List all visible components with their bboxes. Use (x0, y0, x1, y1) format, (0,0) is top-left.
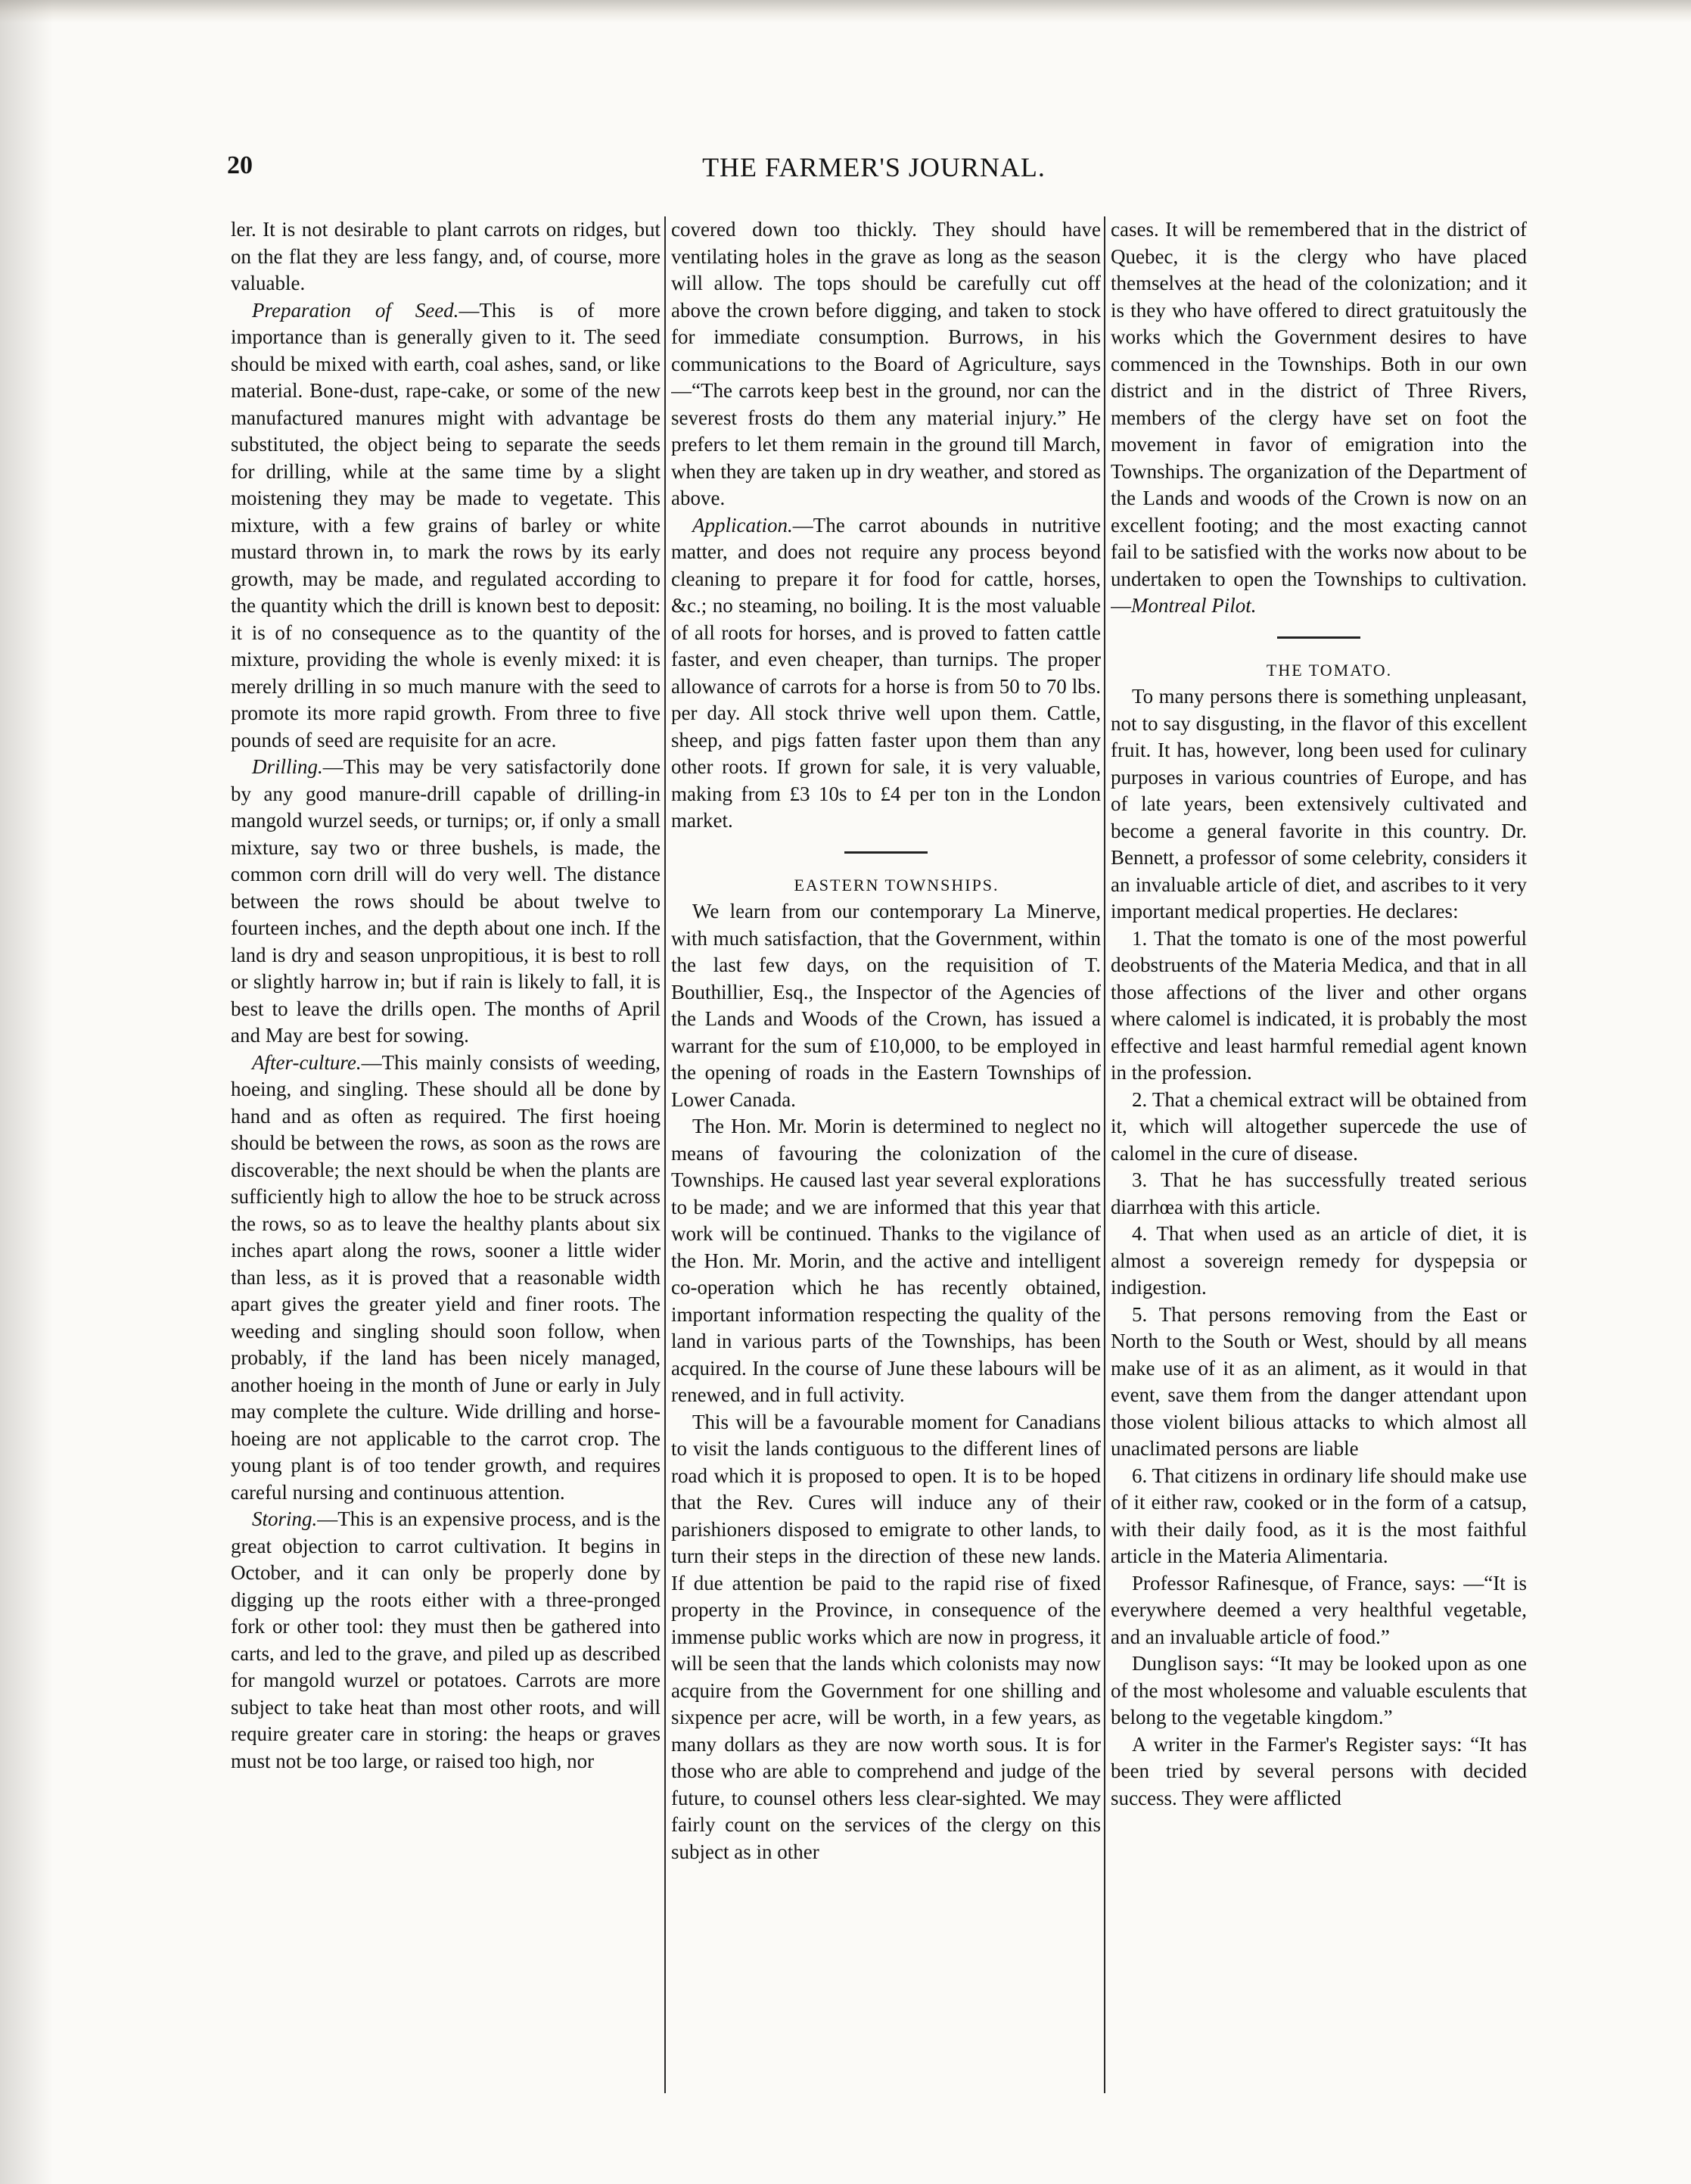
subhead-drilling: Drilling. (252, 755, 323, 778)
paragraph: The Hon. Mr. Morin is determined to neglect no means of favouring the colonization of the Townships. He caused last year several explorations to be made; and we are informed that this year that work will be continued. Thanks to the vigilance of the Hon. Mr. Morin, and the active and intelligent co-operation which he has recently obtained, important information respecting the quality of the land in various parts of the Townships, has been acquired. In the course of June these labours will be renewed, and in full activity. (671, 1115, 1101, 1406)
subhead-application: Application. (692, 513, 793, 537)
scan-shadow (0, 0, 53, 2184)
column-3 (1111, 216, 1527, 2112)
paragraph (231, 1050, 661, 1507)
paragraph-text: —This may be very satisfactorily done by any good manure-drill capable of drilling-in mangold wurzel seeds, or turnips; or, if only a small mixture, say two or three bushels, is made, the common corn drill will do very well. The distance between the rows should be about twelve to fourteen inches, and the depth about one inch. If the land is dry and season unpropitious, it is best to roll or slightly harrow in; but if rain is likely to fall, it is best to leave the drills open. The months of April and May are best for sowing. (231, 755, 661, 1047)
column-2 (671, 216, 1101, 2112)
paragraph-text: —The carrot abounds in nutritive matter, and does not require any process beyond cleaning to prepare it for food for cattle, horses, &c.; no steaming, no boiling. It is the most valuable of all roots for horses, and is proved to fatten cattle faster, and even cheaper, than turnips. The proper allowance of carrots for a horse is from 50 to 70 lbs. per day. All stock thrive well upon them. Cattle, sheep, and pigs fatten faster upon them than any other roots. If grown for sale, it is very valuable, making from £3 10s to £4 per ton in the London market. (671, 513, 1101, 832)
paragraph: This will be a favourable moment for Canadians to visit the lands contiguous to the different lines of road which it is proposed to open. It is to be hoped that the Rev. Cures will induce any of their parishioners disposed to emigrate to other lands, to turn their steps in the direction of these new lands. If due attention be paid to the rapid rise of fixed property in the Province, in consequence of the immense public works which are now in progress, it will be seen that the lands which colonists may now acquire from the Government for one shilling and sixpence per acre, will be worth, in a few years, as many dollars as they are now worth sous. It is for those who are able to comprehend and judge of the future, to counsel others less clear-sighted. We may fairly count on the services of the clergy on this subject as in other (671, 1410, 1101, 1863)
paragraph-text: —This mainly consists of weeding, hoeing, and singling. These should all be done by hand and as often as required. The first hoeing should be between the rows, as soon as the rows are discoverable; the next should be when the plants are sufficiently high to allow the hoe to be struck across the rows, so as to leave the healthy plants about six inches apart along the rows, sooner a little wider than less, as it is proved that a reasonable width apart gives the greater yield and finer roots. The weeding and singling should soon follow, when probably, if the land has been nicely managed, another hoeing in the month of June or early in July may complete the culture. Wide drilling and horse-hoeing are not applicable to the carrot crop. The young plant is of too tender growth, and requires careful nursing and continuous attention. (231, 1050, 661, 1504)
section-title-eastern-townships: EASTERN TOWNSHIPS. (794, 875, 999, 894)
column-1 (231, 216, 661, 2112)
paragraph (1111, 216, 1527, 620)
paragraph: 1. That the tomato is one of the most powerful deobstruents of the Materia Medica, and that in all those affections of the liver and other organs where calomel is indicated, it is probably the most effective and least harmful remedial agent known in the profession. (1111, 926, 1527, 1084)
subhead-preparation: Preparation of Seed. (252, 298, 459, 322)
paragraph-text: cases. It will be remembered that in the district of Quebec, it is the clergy who have placed themselves at the head of the colonization; and it is they who have offered to direct gratuitously the works which the Government desires to have commenced in the Townships. Both in our own district and in the district of Three Rivers, members of the clergy have set on foot the movement in favor of emigration into the Townships. The organization of the Department of the Lands and woods of the Crown is now on an excellent footing; and the most exacting cannot fail to be satisfied with the works now about to be undertaken to open the Townships to cultivation.— (1111, 218, 1527, 617)
page-header (227, 151, 1521, 197)
paragraph: ler. It is not desirable to plant carrots on ridges, but on the flat they are less fangy, and, of course, more valuable. (231, 218, 661, 294)
section-divider (844, 851, 928, 854)
paragraph: 3. That he has successfully treated serious diarrhœa with this article. (1111, 1168, 1527, 1218)
subhead-after-culture: After-culture. (252, 1050, 362, 1074)
paragraph: Dunglison says: “It may be looked upon as one of the most wholesome and valuable esculents that belong to the vegetable kingdom.” (1111, 1652, 1527, 1728)
paragraph: A writer in the Farmer's Register says: “It has been tried by several persons with decided success. They were afflicted (1111, 1732, 1527, 1809)
paragraph (231, 297, 661, 754)
paragraph-text: —This is of more importance than is generally given to it. The seed should be mixed with earth, coal ashes, sand, or like material. Bone-dust, rape-cake, or some of the new manufactured manures might with advantage be substituted, the object being to separate the seeds for drilling, while at the same time by a slight moistening they may be made to vegetate. This mixture, with a few grains of barley or white mustard thrown in, to mark the rows by its early growth, may be made, and regulated according to the quantity which the drill is known best to deposit: it is of no consequence as to the quantity of the mixture, providing the whole is evenly mixed: it is merely drilling in so much manure with the seed to promote its more rapid growth. From three to five pounds of seed are requisite for an acre. (231, 298, 661, 751)
section-divider (1277, 636, 1360, 639)
paragraph: Professor Rafinesque, of France, says: —“It is everywhere deemed a very healthful vegetable, and an invaluable article of food.” (1111, 1571, 1527, 1648)
paragraph: covered down too thickly. They should have ventilating holes in the grave as long as the season will allow. The tops should be carefully cut off above the crown before digging, and taken to stock for immediate consumption. Burrows, in his communications to the Board of Agriculture, says—“The carrots keep best in the ground, nor can the severest frosts do them any material injury.” He prefers to let them remain in the ground till March, when they are taken up in dry weather, and stored as above. (671, 218, 1101, 509)
column-divider (1104, 216, 1105, 2093)
column-divider (664, 216, 666, 2093)
paragraph: 6. That citizens in ordinary life should make use of it either raw, cooked or in the form of a catsup, with their daily food, as it is the most faithful article in the Materia Alimentaria. (1111, 1464, 1527, 1567)
paragraph: To many persons there is something unpleasant, not to say disgusting, in the flavor of this excellent fruit. It has, however, long been used for culinary purposes in various countries of Europe, and has of late years, been extensively cultivated and become a general favorite in this country. Dr. Bennett, a professor of some celebrity, considers it an invaluable article of diet, and ascribes to it very important medical properties. He declares: (1111, 685, 1527, 922)
paragraph: We learn from our contemporary La Minerve, with much satisfaction, that the Government, within the last few days, on the requisition of T. Bouthillier, Esq., the Inspector of the Agencies of the Lands and Woods of the Crown, has issued a warrant for the sum of £10,000, to be employed in the opening of roads in the Eastern Townships of Lower Canada. (671, 900, 1101, 1111)
paragraph: 5. That persons removing from the East or North to the South or West, should by all means make use of it as an aliment, as it would in that event, save them from the danger attendant upon those violent bilious attacks to which almost all unaclimated persons are liable (1111, 1302, 1527, 1460)
source-credit: Montreal Pilot. (1131, 594, 1257, 617)
subhead-storing: Storing. (252, 1507, 318, 1530)
section-title-tomato: THE TOMATO. (1266, 660, 1393, 680)
page-number: 20 (227, 151, 253, 179)
paragraph (671, 512, 1101, 835)
paragraph: 2. That a chemical extract will be obtained from it, which will altogether supercede the use of calomel in the cure of disease. (1111, 1087, 1527, 1165)
paragraph (231, 754, 661, 1050)
paragraph (231, 1506, 661, 1775)
scan-edge (0, 0, 1691, 23)
paragraph: 4. That when used as an article of diet, it is almost a sovereign remedy for dyspepsia or indigestion. (1111, 1222, 1527, 1299)
paragraph-text: —This is an expensive process, and is the great objection to carrot cultivation. It begins in October, and it can only be properly done by digging up the roots either with a three-pronged fork or other tool: they must then be gathered into carts, and led to the grave, and piled up as described for mangold wurzel or potatoes. Carrots are more subject to take heat than most other roots, and will require greater care in storing: the heaps or graves must not be too large, or raised too high, nor (231, 1507, 661, 1772)
running-title: THE FARMER'S JOURNAL. (702, 152, 1046, 182)
